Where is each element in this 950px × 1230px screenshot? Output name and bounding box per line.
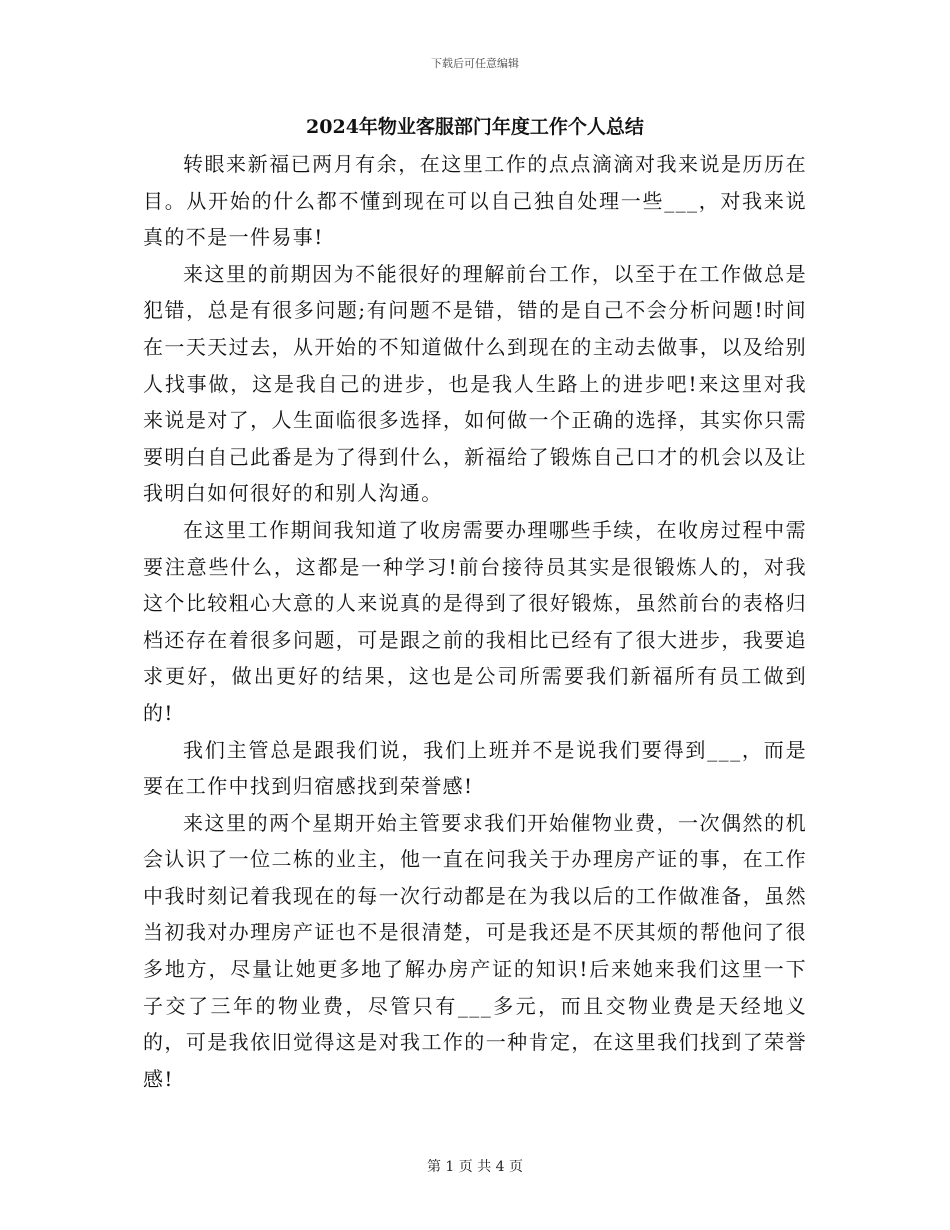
document-body — [143, 146, 807, 1097]
paragraph-5: 来这里的两个星期开始主管要求我们开始催物业费，一次偶然的机会认识了一位二栋的业主，他一直在问我关于办理房产证的事，在工作中我时刻记着我现在的每一次行动都是在为我以后的工作做准备，虽然当初我对办理房产证也不是很清楚，可是我还是不厌其烦的帮他问了很多地方，尽量让她更多地了解办房产证的知识!后来她来我们这里一下子交了三年的物业费，尽管只有___多元，而且交物业费是天经地义的，可是我依旧觉得这是对我工作的一种肯定，在这里我们找到了荣誉感! — [143, 810, 807, 1091]
page-number-footer: 第 1 页 共 4 页 — [426, 1159, 524, 1175]
header-note: 下载后可任意编辑 — [431, 57, 519, 70]
document-title: 2024年物业客服部门年度工作个人总结 — [306, 116, 644, 138]
paragraph-4: 我们主管总是跟我们说，我们上班并不是说我们要得到___，而是要在工作中找到归宿感找到荣誉感! — [143, 737, 807, 799]
paragraph-2: 来这里的前期因为不能很好的理解前台工作，以至于在工作做总是犯错，总是有很多问题;有问题不是错，错的是自己不会分析问题!时间在一天天过去，从开始的不知道做什么到现在的主动去做事，以及给别人找事做，这是我自己的进步，也是我人生路上的进步吧!来这里对我来说是对了，人生面临很多选择，如何做一个正确的选择，其实你只需要明白自己此番是为了得到什么，新福给了锻炼自己口才的机会以及让我明白如何很好的和别人沟通。 — [143, 261, 807, 506]
paragraph-1: 转眼来新福已两月有余，在这里工作的点点滴滴对我来说是历历在目。从开始的什么都不懂到现在可以自己独自处理一些___，对我来说真的不是一件易事! — [143, 152, 807, 250]
paragraph-3: 在这里工作期间我知道了收房需要办理哪些手续，在收房过程中需要注意些什么，这都是一种学习!前台接待员其实是很锻炼人的，对我这个比较粗心大意的人来说真的是得到了很好锻炼，虽然前台的表格归档还存在着很多问题，可是跟之前的我相比已经有了很大进步，我要追求更好，做出更好的结果，这也是公司所需要我们新福所有员工做到的! — [143, 517, 807, 725]
